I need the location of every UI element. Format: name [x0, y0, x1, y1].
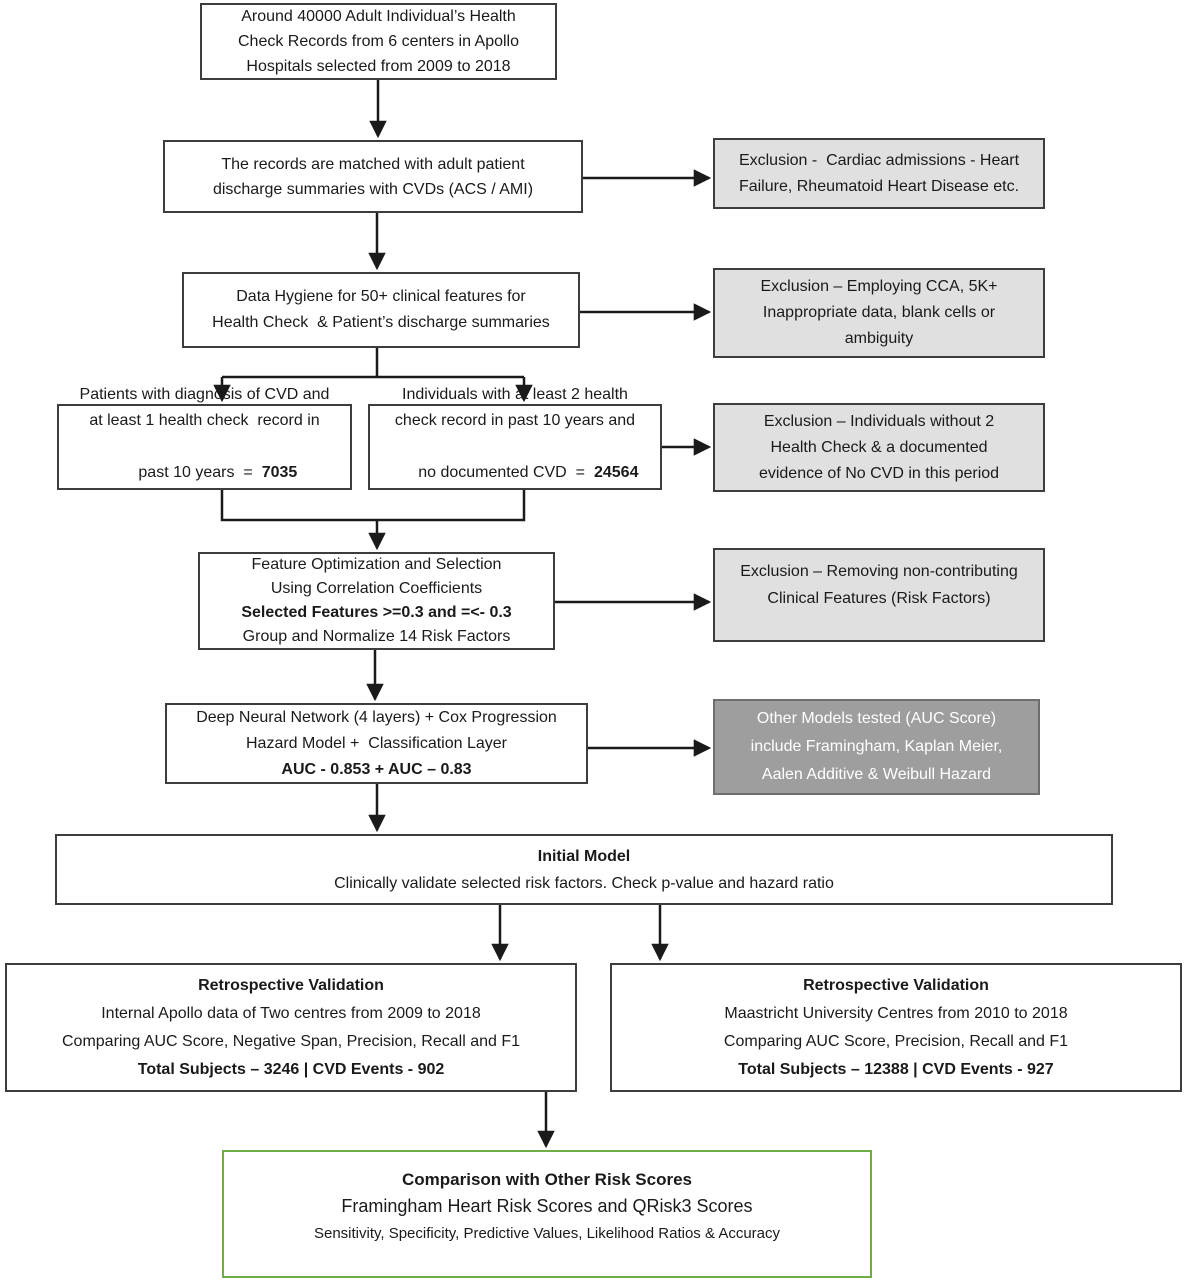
box-title: Initial Model — [537, 847, 631, 865]
box-line: Exclusion – Individuals without 2 — [763, 412, 995, 430]
box-line: Using Correlation Coefficients — [270, 580, 483, 597]
box-line: discharge summaries with CVDs (ACS / AMI) — [212, 180, 534, 198]
cvd-patient-count: 7035 — [261, 464, 298, 481]
box-exclusion-cca — [713, 268, 1045, 358]
box-line: Comparing AUC Score, Precision, Recall and F1 — [723, 1032, 1069, 1050]
box-line: Failure, Rheumatoid Heart Disease etc. — [738, 177, 1020, 195]
box-line: Inappropriate data, blank cells or — [762, 304, 996, 321]
box-line: Patients with diagnosis of CVD and — [79, 386, 330, 403]
box-line: Health Check & Patient’s discharge summaries — [212, 314, 550, 331]
box-other-models-tested — [713, 699, 1040, 795]
box-line: include Framingham, Kaplan Meier, — [750, 738, 1003, 755]
box-line: Internal Apollo data of Two centres from 2009 to 2018 — [101, 1004, 481, 1022]
box-initial-model — [55, 834, 1113, 905]
box-line: Check Records from 6 centers in Apollo — [237, 33, 519, 50]
box-data-hygiene — [182, 272, 580, 348]
box-line: Clinical Features (Risk Factors) — [767, 590, 991, 607]
box-line-bold: AUC - 0.853 + AUC – 0.83 — [281, 760, 472, 778]
box-line: Framingham Heart Risk Scores and QRisk3 Scores — [341, 1195, 753, 1216]
box-line: Individuals with at least 2 health — [402, 386, 628, 403]
box-line: Feature Optimization and Selection — [251, 556, 502, 573]
box-line: Exclusion - Cardiac admissions - Heart — [738, 151, 1020, 169]
box-line: Deep Neural Network (4 layers) + Cox Progression — [196, 708, 557, 726]
box-line: Comparing AUC Score, Negative Span, Precision, Recall and F1 — [62, 1032, 520, 1050]
box-record-matching — [163, 140, 583, 213]
box-line: evidence of No CVD in this period — [758, 464, 1000, 482]
box-line: Other Models tested (AUC Score) — [756, 710, 997, 727]
box-line: Maastricht University Centres from 2010 to 2018 — [724, 1004, 1068, 1022]
box-exclusion-cardiac-admissions — [713, 138, 1045, 209]
box-retrospective-validation-apollo — [5, 963, 577, 1092]
box-line: Aalen Additive & Weibull Hazard — [761, 766, 992, 783]
box-line: Exclusion – Removing non-contributing — [740, 563, 1018, 580]
box-line — [112, 434, 298, 512]
box-line: Group and Normalize 14 Risk Factors — [242, 628, 511, 645]
box-feature-selection — [198, 552, 555, 650]
box-exclusion-no-two-checks — [713, 403, 1045, 492]
box-line: Data Hygiene for 50+ clinical features for — [236, 288, 526, 305]
box-title: Retrospective Validation — [198, 976, 384, 994]
box-line: check record in past 10 years and — [394, 412, 636, 429]
box-line: ambiguity — [844, 330, 914, 347]
box-line: Clinically validate selected risk factors. Check p-value and hazard ratio — [334, 874, 834, 892]
box-no-cvd-individuals — [368, 386, 662, 490]
box-line: Health Check & a documented — [770, 438, 988, 456]
box-comparison-risk-scores — [222, 1150, 872, 1278]
box-line: Around 40000 Adult Individual’s Health — [241, 8, 516, 25]
box-line: Exclusion – Employing CCA, 5K+ — [760, 278, 998, 295]
box-line: Hospitals selected from 2009 to 2018 — [246, 58, 511, 75]
box-title: Retrospective Validation — [803, 976, 989, 994]
box-title: Comparison with Other Risk Scores — [401, 1169, 692, 1189]
box-dnn-model — [165, 703, 588, 784]
no-cvd-count: 24564 — [593, 464, 639, 481]
box-line: Sensitivity, Specificity, Predictive Values, Likelihood Ratios & Accuracy — [313, 1224, 781, 1242]
box-totals: Total Subjects – 12388 | CVD Events - 927 — [738, 1060, 1054, 1078]
value-label: past 10 years = — [138, 464, 253, 481]
box-line-bold: Selected Features >=0.3 and =<- 0.3 — [241, 604, 512, 621]
box-source-records — [200, 3, 557, 80]
box-line: at least 1 health check record in — [89, 412, 320, 429]
box-retrospective-validation-maastricht — [610, 963, 1182, 1092]
box-line — [392, 434, 639, 512]
value-label: no documented CVD = — [418, 464, 585, 481]
box-exclusion-noncontributing-features — [713, 548, 1045, 642]
box-cvd-patients — [57, 386, 352, 490]
box-totals: Total Subjects – 3246 | CVD Events - 902 — [137, 1060, 445, 1078]
box-line: Hazard Model + Classification Layer — [245, 734, 507, 752]
box-line: The records are matched with adult patient — [221, 155, 525, 173]
